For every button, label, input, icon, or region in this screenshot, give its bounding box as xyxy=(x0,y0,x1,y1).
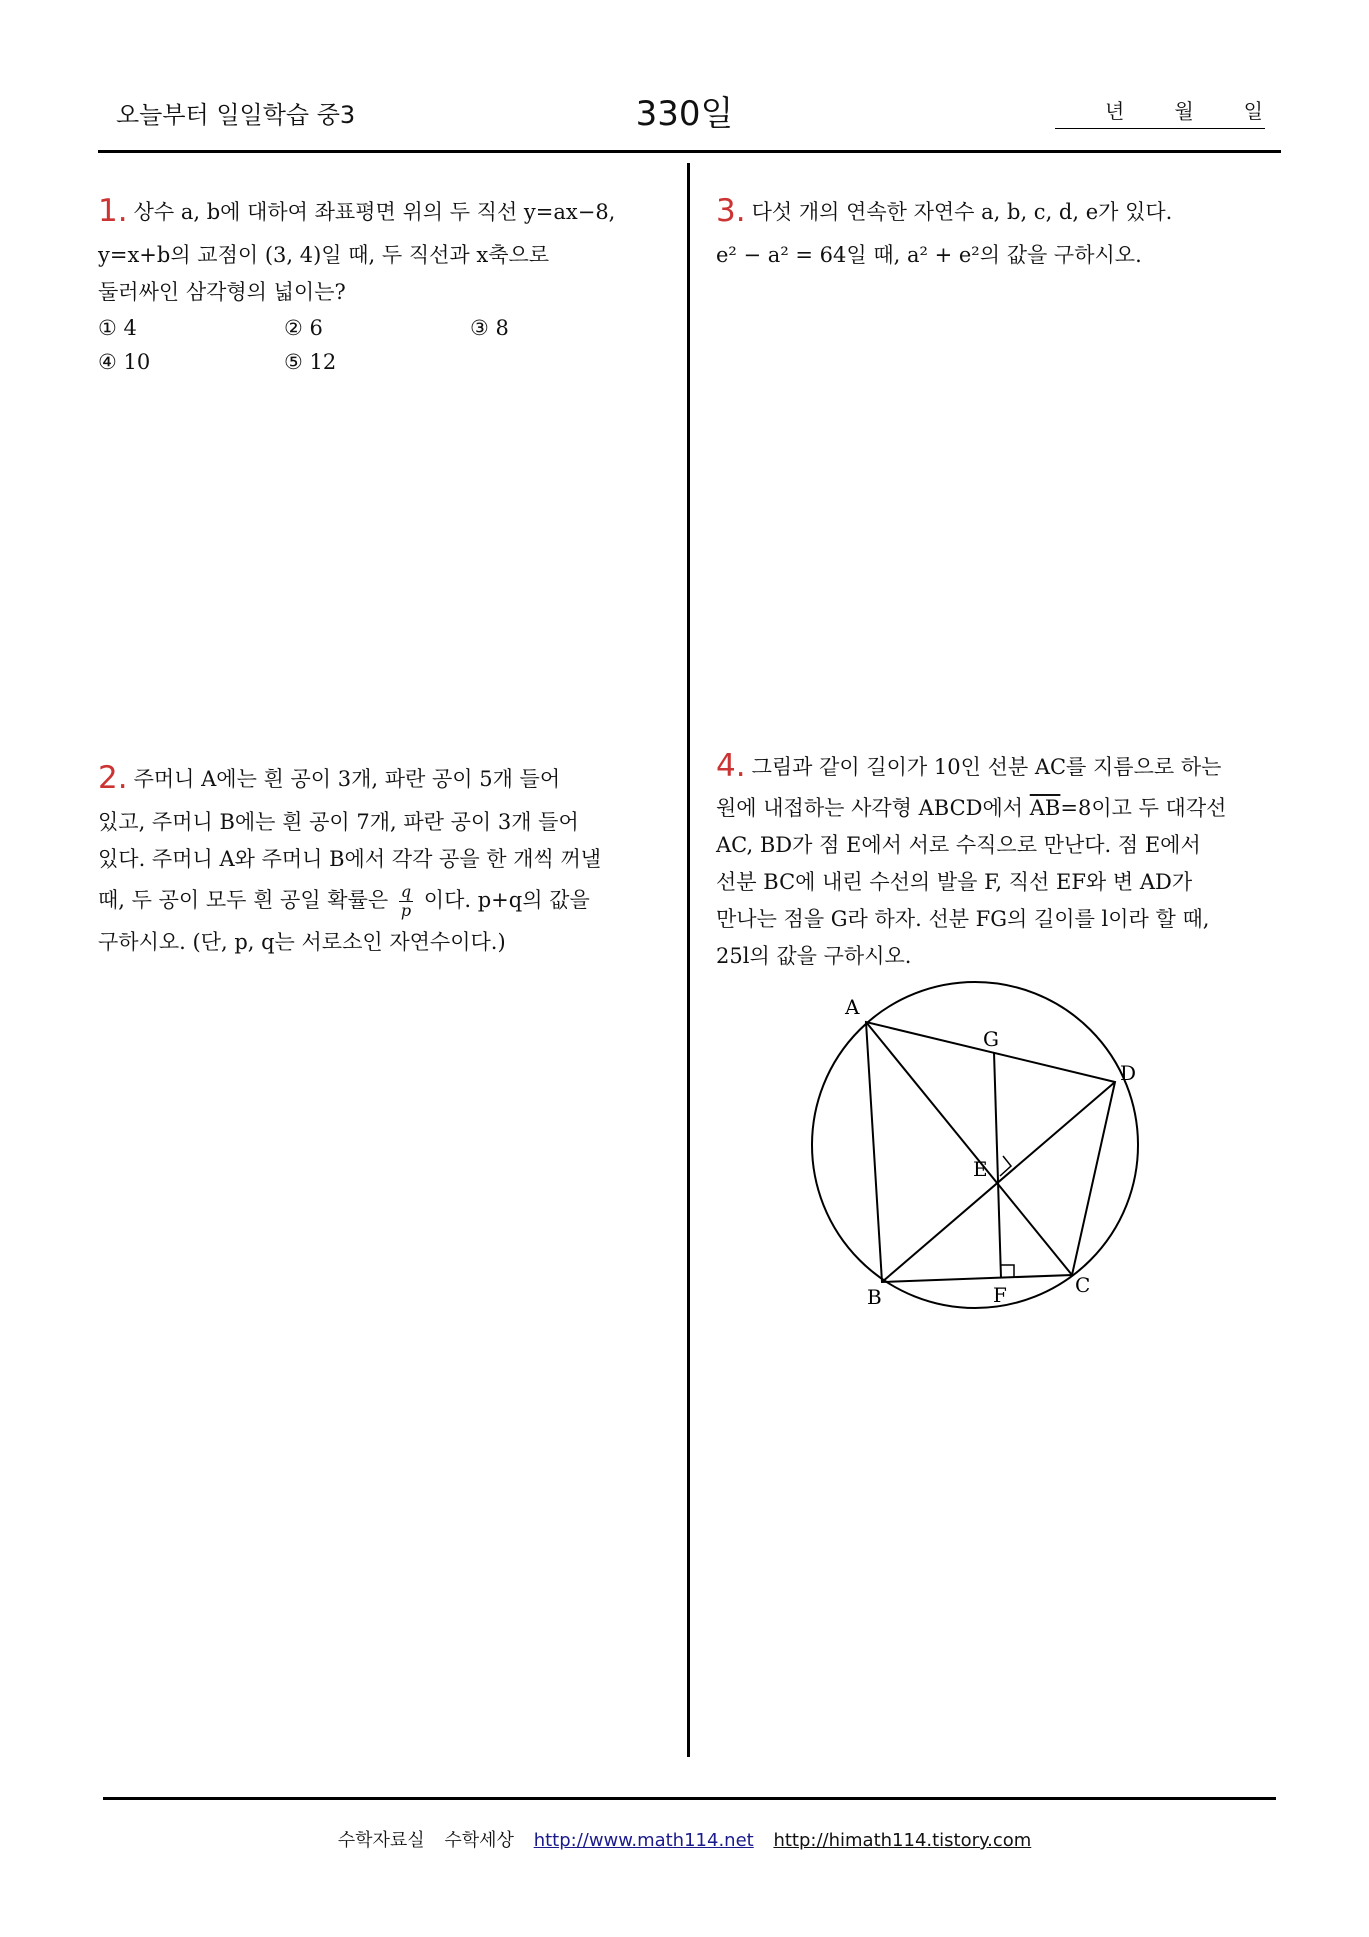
problem-text-line: 그림과 같이 길이가 10인 선분 AC를 지름으로 하는 xyxy=(751,755,1222,779)
circumcircle xyxy=(812,982,1138,1308)
right-angle-mark-f xyxy=(1001,1265,1014,1278)
problem-text-line: 다섯 개의 연속한 자연수 a, b, c, d, e가 있다. xyxy=(751,200,1173,224)
fraction-numerator: q xyxy=(400,882,412,901)
label-g: G xyxy=(983,1027,999,1051)
problem-3 xyxy=(716,193,1276,274)
problem-text-line: 상수 a, b에 대하여 좌표평면 위의 두 직선 y=ax−8, xyxy=(133,200,616,224)
problem-number: 1. xyxy=(98,193,128,229)
fraction-denominator: p xyxy=(400,901,412,920)
problem-2 xyxy=(98,760,678,961)
problem-number: 4. xyxy=(716,748,746,784)
problem-text-line: 이다. p+q의 값을 xyxy=(423,888,590,912)
day-label: 일 xyxy=(1243,99,1263,123)
segment-ab: $\overline{AB}$ xyxy=(1029,796,1061,820)
problem-text-line: 있다. 주머니 A와 주머니 B에서 각각 공을 한 개씩 꺼낼 xyxy=(98,847,602,871)
footer-rule xyxy=(103,1797,1276,1800)
choice-2[interactable]: ② 6 xyxy=(284,316,323,340)
month-label: 월 xyxy=(1174,99,1194,123)
label-d: D xyxy=(1120,1061,1137,1085)
problem-1 xyxy=(98,193,668,379)
footer-item: 수학세상 xyxy=(444,1830,514,1851)
date-field xyxy=(1055,95,1265,129)
label-a: A xyxy=(845,995,860,1019)
label-f: F xyxy=(993,1283,1007,1307)
problem-text-line: 구하시오. (단, p, q는 서로소인 자연수이다.) xyxy=(98,930,506,954)
choice-1[interactable]: ① 4 xyxy=(98,316,137,340)
geometry-figure xyxy=(795,980,1155,1310)
problem-text-line: y=x+b의 교점이 (3, 4)일 때, 두 직선과 x축으로 xyxy=(98,243,550,267)
answer-choices xyxy=(98,311,668,379)
diagonal-ac xyxy=(866,1022,1072,1275)
choice-4[interactable]: ④ 10 xyxy=(98,350,151,374)
problem-text-line: 때, 두 공이 모두 흰 공일 확률은 xyxy=(98,888,389,912)
choice-5[interactable]: ⑤ 12 xyxy=(284,350,337,374)
fraction xyxy=(399,883,413,920)
segment-gf xyxy=(994,1052,1001,1278)
footer-link-math114[interactable]: http://www.math114.net xyxy=(533,1830,754,1851)
footer-link-tistory[interactable]: http://himath114.tistory.com xyxy=(773,1830,1032,1851)
problem-text-line: 있고, 주머니 B에는 흰 공이 7개, 파란 공이 3개 들어 xyxy=(98,810,579,834)
problem-number: 2. xyxy=(98,760,128,796)
year-label: 년 xyxy=(1105,99,1125,123)
problem-text-line: 원에 내접하는 사각형 ABCD에서 xyxy=(716,796,1024,820)
quadrilateral-abcd xyxy=(866,1022,1115,1282)
label-c: C xyxy=(1075,1273,1091,1297)
problem-text-line: e² − a² = 64일 때, a² + e²의 값을 구하시오. xyxy=(716,243,1142,267)
header-title: 오늘부터 일일학습 중3 xyxy=(116,101,356,129)
problem-number: 3. xyxy=(716,193,746,229)
label-b: B xyxy=(867,1285,882,1309)
header-rule xyxy=(98,150,1281,153)
problem-text-line: AC, BD가 점 E에서 서로 수직으로 만난다. 점 E에서 xyxy=(716,833,1201,857)
column-divider xyxy=(687,163,690,1757)
problem-text-line: 25l의 값을 구하시오. xyxy=(716,944,912,968)
choice-3[interactable]: ③ 8 xyxy=(470,316,509,340)
problem-text-line: 주머니 A에는 흰 공이 3개, 파란 공이 5개 들어 xyxy=(133,767,561,791)
label-e: E xyxy=(973,1157,988,1181)
footer xyxy=(0,1826,1369,1852)
problem-text-line: =8이고 두 대각선 xyxy=(1060,796,1227,820)
problem-text-line: 만나는 점을 G라 하자. 선분 FG의 길이를 l이라 할 때, xyxy=(716,907,1210,931)
problem-text-line: 선분 BC에 내린 수선의 발을 F, 직선 EF와 변 AD가 xyxy=(716,870,1193,894)
problem-4 xyxy=(716,748,1286,975)
day-number: 330일 xyxy=(635,94,734,134)
footer-item: 수학자료실 xyxy=(337,1830,425,1851)
problem-text-line: 둘러싸인 삼각형의 넓이는? xyxy=(98,280,346,304)
